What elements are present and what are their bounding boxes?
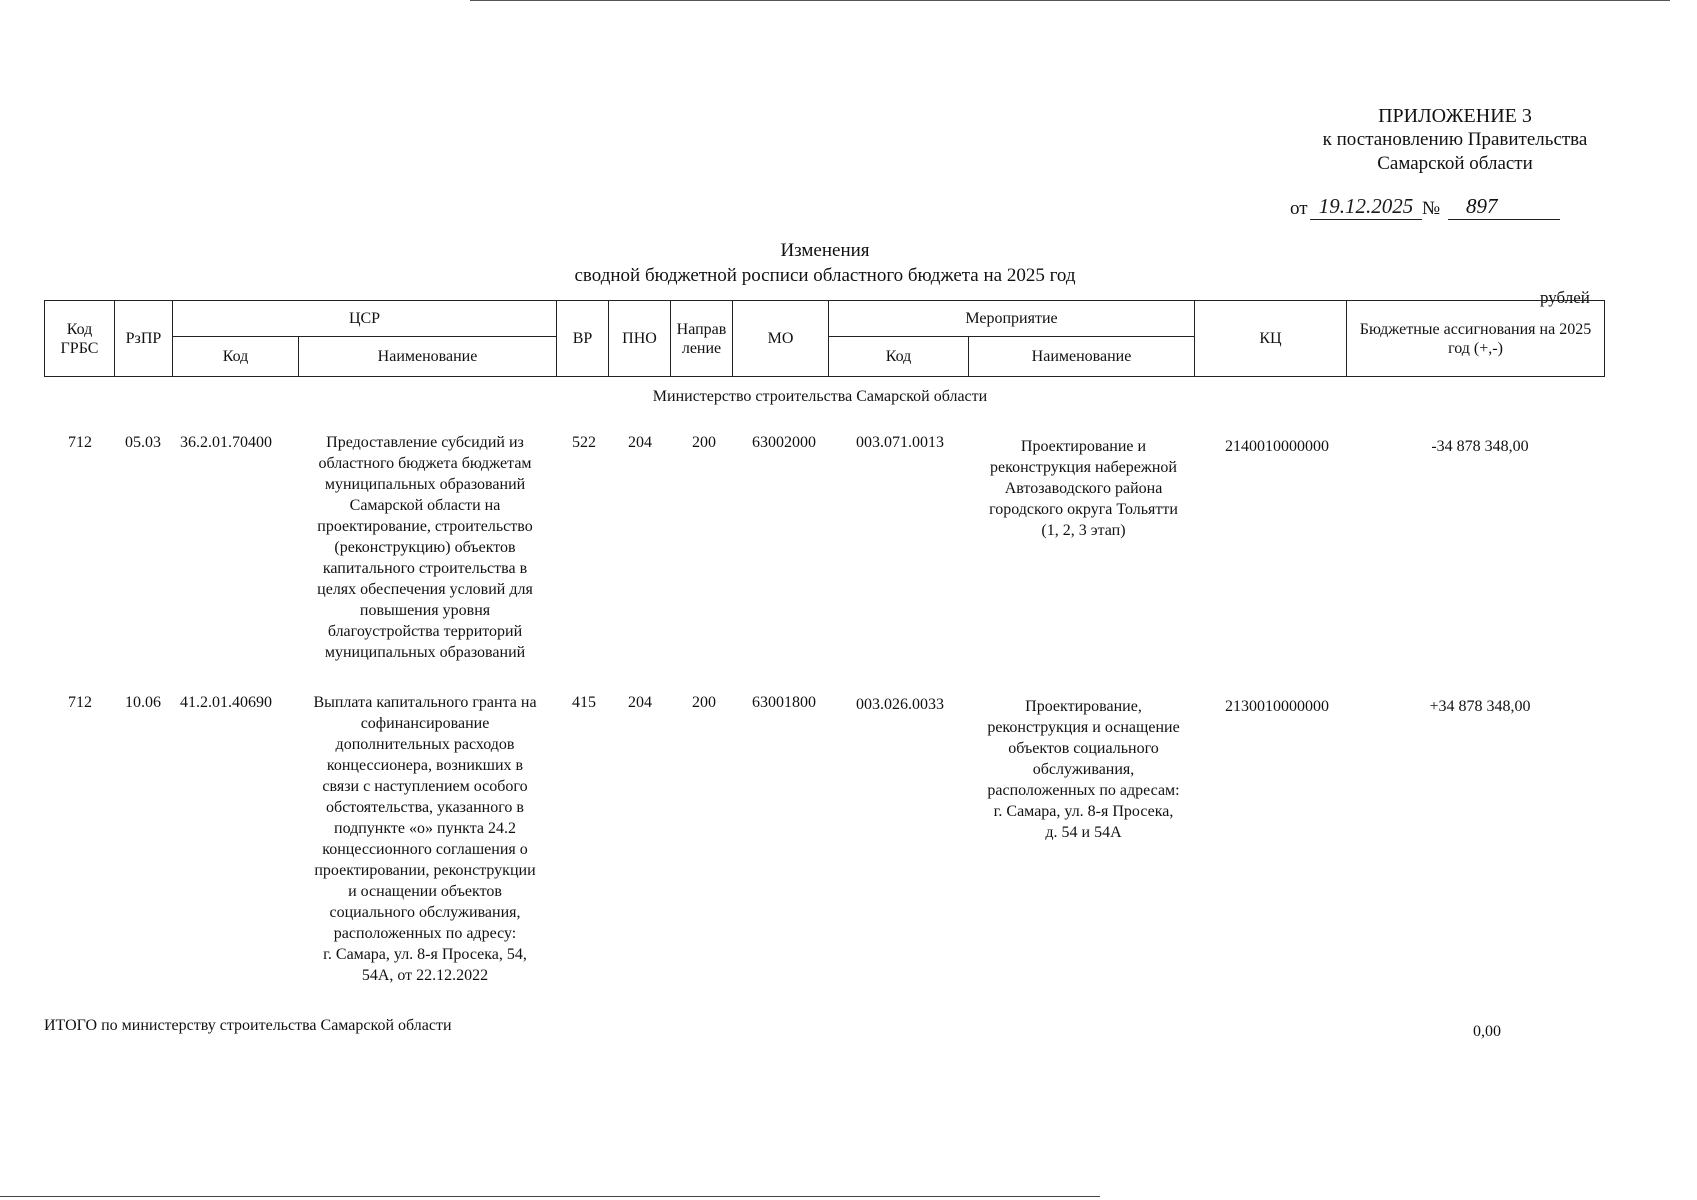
event-name-line: д. 54 и 54А: [1045, 824, 1122, 841]
event-name-line: объектов социального: [1008, 740, 1159, 757]
date-prefix: от: [1290, 198, 1308, 219]
cell-napr: 200: [692, 434, 716, 451]
cell-amount: +34 878 348,00: [1429, 698, 1531, 715]
event-name-line: обслуживания,: [1032, 761, 1135, 778]
appendix-line-1: к постановлению Правительства: [1322, 129, 1588, 150]
csr-name-line: капитального строительства в: [322, 560, 528, 577]
csr-name-line: обстоятельства, указанного в: [326, 799, 524, 816]
appendix-line-2: Самарской области: [1377, 153, 1533, 174]
header-kc: КЦ: [1195, 301, 1347, 377]
cell-csr-code: 36.2.01.70400: [180, 434, 272, 451]
total-value: 0,00: [1473, 1023, 1501, 1040]
event-name-line: Автозаводского района: [1004, 480, 1163, 497]
header-amount: Бюджетные ассигнования на 2025 год (+,-): [1347, 301, 1605, 377]
scan-top-edge-line: [470, 0, 1670, 1]
event-name-line: городского округа Тольятти: [989, 501, 1178, 518]
scan-bottom-edge-line: [0, 1196, 1100, 1197]
event-name-line: реконструкция набережной: [990, 459, 1177, 476]
event-name-line: Проектирование и: [1020, 438, 1147, 455]
cell-rzpr: 10.06: [125, 694, 161, 711]
csr-name-line: Выплата капитального гранта на: [313, 694, 537, 711]
csr-name-line: проектировании, реконструкции: [314, 862, 536, 879]
cell-rzpr: 05.03: [125, 434, 161, 451]
cell-grbs: 712: [68, 694, 92, 711]
cell-event-name: [976, 436, 1191, 541]
csr-name-line: концессионного соглашения о: [322, 841, 528, 858]
cell-napr: 200: [692, 694, 716, 711]
total-label: ИТОГО по министерству строительства Самарской области: [44, 1017, 452, 1034]
cell-pno: 204: [628, 694, 652, 711]
csr-name-line: повышения уровня: [359, 602, 491, 619]
cell-kc: 2140010000000: [1225, 438, 1329, 455]
csr-name-line: социального обслуживания,: [329, 904, 521, 921]
resolution-date-number: [1290, 194, 1570, 224]
cell-event-name: [976, 696, 1191, 843]
csr-name-line: Предоставление субсидий из: [326, 434, 524, 451]
header-rzpr: РзПР: [115, 301, 173, 377]
appendix-heading: ПРИЛОЖЕНИЕ 3: [1378, 105, 1532, 127]
event-name-line: расположенных по адресам:: [987, 782, 1180, 799]
header-csr-code: Код: [173, 337, 299, 377]
cell-event-code: 003.071.0013: [856, 434, 944, 451]
csr-name-line: областного бюджета бюджетам: [318, 455, 532, 472]
csr-name-line: благоустройства территорий: [327, 623, 523, 640]
cell-csr-name: [302, 692, 548, 986]
cell-vr: 522: [572, 434, 596, 451]
csr-name-line: 54А, от 22.12.2022: [361, 967, 489, 984]
csr-name-line: связи с наступлением особого: [322, 778, 528, 795]
csr-name-line: муниципальных образований: [324, 476, 526, 493]
cell-csr-code: 41.2.01.40690: [180, 694, 272, 711]
cell-csr-name: [302, 432, 548, 663]
header-event: Мероприятие: [829, 301, 1195, 337]
header-event-code: Код: [829, 337, 969, 377]
csr-name-line: софинансирование: [360, 715, 490, 732]
cell-kc: 2130010000000: [1225, 698, 1329, 715]
csr-name-line: и оснащении объектов: [348, 883, 502, 900]
header-event-name: Наименование: [969, 337, 1195, 377]
csr-name-line: Самарской области на: [349, 497, 501, 514]
csr-name-line: расположенных по адресу:: [333, 925, 517, 942]
document-title: [380, 238, 1270, 288]
csr-name-line: целях обеспечения условий для: [317, 581, 533, 598]
header-csr: ЦСР: [173, 301, 557, 337]
csr-name-line: муниципальных образований: [324, 644, 526, 661]
csr-name-line: подпункте «о» пункта 24.2: [334, 820, 516, 837]
header-grbs: Код ГРБС: [45, 301, 115, 377]
ministry-section-title: Министерство строительства Самарской области: [652, 388, 988, 405]
handwritten-number: 897: [1448, 194, 1560, 220]
cell-amount: -34 878 348,00: [1431, 438, 1529, 455]
event-name-line: реконструкция и оснащение: [987, 719, 1180, 736]
cell-grbs: 712: [68, 434, 92, 451]
event-name-line: (1, 2, 3 этап): [1041, 522, 1126, 539]
cell-event-code: 003.026.0033: [856, 696, 944, 713]
header-csr-name: Наименование: [299, 337, 557, 377]
handwritten-date: 19.12.2025: [1310, 194, 1422, 220]
event-name-line: г. Самара, ул. 8-я Просека,: [993, 803, 1174, 820]
header-pno: ПНО: [609, 301, 671, 377]
cell-mo: 63001800: [752, 694, 816, 711]
csr-name-line: г. Самара, ул. 8-я Просека, 54,: [323, 946, 527, 963]
header-vr: ВР: [557, 301, 609, 377]
csr-name-line: (реконструкцию) объектов: [334, 539, 516, 556]
number-prefix: №: [1422, 198, 1441, 219]
title-line-2: сводной бюджетной росписи областного бюджета на 2025 год: [574, 265, 1076, 286]
table-header: [44, 300, 1605, 377]
header-napr: Направ ление: [671, 301, 733, 377]
header-mo: МО: [733, 301, 829, 377]
cell-vr: 415: [572, 694, 596, 711]
csr-name-line: проектирование, строительство: [317, 518, 533, 535]
csr-name-line: концессионера, возникших в: [326, 757, 524, 774]
currency-unit: рублей: [1540, 288, 1590, 307]
cell-mo: 63002000: [752, 434, 816, 451]
appendix-block: [1230, 104, 1680, 176]
csr-name-line: дополнительных расходов: [335, 736, 515, 753]
event-name-line: Проектирование,: [1025, 698, 1142, 715]
title-line-1: Изменения: [780, 240, 870, 261]
cell-pno: 204: [628, 434, 652, 451]
